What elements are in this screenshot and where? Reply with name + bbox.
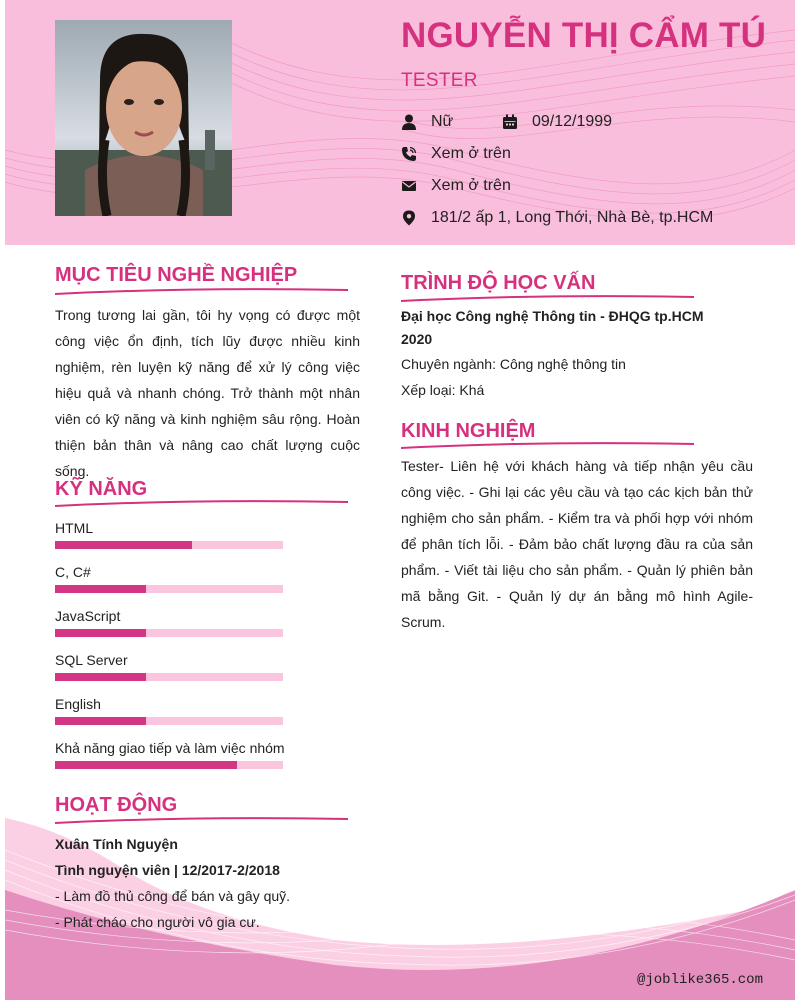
skill-bar-fill <box>55 585 146 593</box>
experience-title: KINH NGHIỆM <box>401 420 536 442</box>
skill-label: SQL Server <box>55 652 128 668</box>
skill-bar-track <box>55 541 283 549</box>
address-value: 181/2 ấp 1, Long Thới, Nhà Bè, tp.HCM <box>431 209 714 226</box>
skill-bar-fill <box>55 629 146 637</box>
gender-value: Nữ <box>431 113 454 130</box>
experience-text: Tester- Liên hệ với khách hàng và tiếp nhận yêu cầu công việc. - Ghi lại các yêu cầu và tạo các kịch bản thử nghiệm cho sản phẩm. - Kiểm tra và phối hợp với nhóm để phân tích lỗi. - Đảm bảo chất lượng đầu ra của sản phẩm. - Viết tài liệu cho sản phẩm. - Quản lý phiên bản mã bằng Git. - Quản lý dự án bằng mô hình Agile-Scrum. <box>401 458 753 630</box>
objective-text: Trong tương lai gần, tôi hy vọng có được một công việc ổn định, tích lũy được nhiều kinh nghiệm, rèn luyện kỹ năng để xử lý công việc hiệu quả và nhanh chóng. Trở thành một nhân viên có kỹ năng và kinh nghiệm sâu rộng. Hoàn thiện bản thân và nâng cao chất lượng cuộc sống. <box>55 307 360 479</box>
skill-bar-fill <box>55 673 146 681</box>
address-row <box>401 209 713 227</box>
cv-header <box>5 0 795 245</box>
education-major: Chuyên ngành: Công nghệ thông tin <box>401 356 626 372</box>
skill-label: Khả năng giao tiếp và làm việc nhóm <box>55 740 285 756</box>
skill-bar-fill <box>55 717 146 725</box>
skill-bar-fill <box>55 761 237 769</box>
skill-label: HTML <box>55 520 94 536</box>
skill-bar-track <box>55 585 283 593</box>
activities-underline <box>55 815 350 827</box>
skill-bar-track <box>55 761 283 769</box>
education-title: TRÌNH ĐỘ HỌC VẤN <box>401 272 596 294</box>
gender-row <box>401 113 453 131</box>
candidate-name: NGUYỄN THỊ CẨM TÚ <box>401 16 767 55</box>
skill-bar-track <box>55 673 283 681</box>
education-school: Đại học Công nghệ Thông tin - ĐHQG tp.HCM <box>401 308 704 324</box>
phone-row <box>401 145 511 163</box>
activity-org: Xuân Tính Nguyện <box>55 836 178 852</box>
activities-title: HOẠT ĐỘNG <box>55 794 178 816</box>
phone-value: Xem ở trên <box>431 145 511 162</box>
activity-line: - Làm đồ thủ công để bán và gây quỹ. <box>55 888 291 904</box>
email-value: Xem ở trên <box>431 177 511 194</box>
envelope-icon <box>401 178 417 194</box>
user-icon <box>401 114 417 130</box>
birthday-row <box>502 113 612 131</box>
profile-photo <box>55 20 232 216</box>
email-row <box>401 177 511 195</box>
objective-title: MỤC TIÊU NGHỀ NGHIỆP <box>55 264 298 286</box>
experience-underline <box>401 440 696 452</box>
watermark: @joblike365.com <box>636 972 763 988</box>
calendar-icon <box>502 114 518 130</box>
birthday-value: 09/12/1999 <box>532 113 613 130</box>
skill-label: JavaScript <box>55 608 121 624</box>
skill-bar-fill <box>55 541 192 549</box>
activity-line: - Phát cháo cho người vô gia cư. <box>55 914 260 930</box>
skill-label: C, C# <box>55 564 91 580</box>
skills-title: KỸ NĂNG <box>55 478 148 500</box>
objective-underline <box>55 286 350 298</box>
job-title: TESTER <box>401 70 478 91</box>
education-grade: Xếp loại: Khá <box>401 382 485 398</box>
education-underline <box>401 293 696 305</box>
skill-label: English <box>55 696 101 712</box>
skill-bar-track <box>55 629 283 637</box>
activity-role: Tình nguyện viên | 12/2017-2/2018 <box>55 862 280 878</box>
cv-page <box>5 0 795 1000</box>
skills-underline <box>55 498 350 510</box>
skill-bar-track <box>55 717 283 725</box>
phone-icon <box>401 146 417 162</box>
map-marker-icon <box>401 210 417 226</box>
education-year: 2020 <box>401 331 433 347</box>
